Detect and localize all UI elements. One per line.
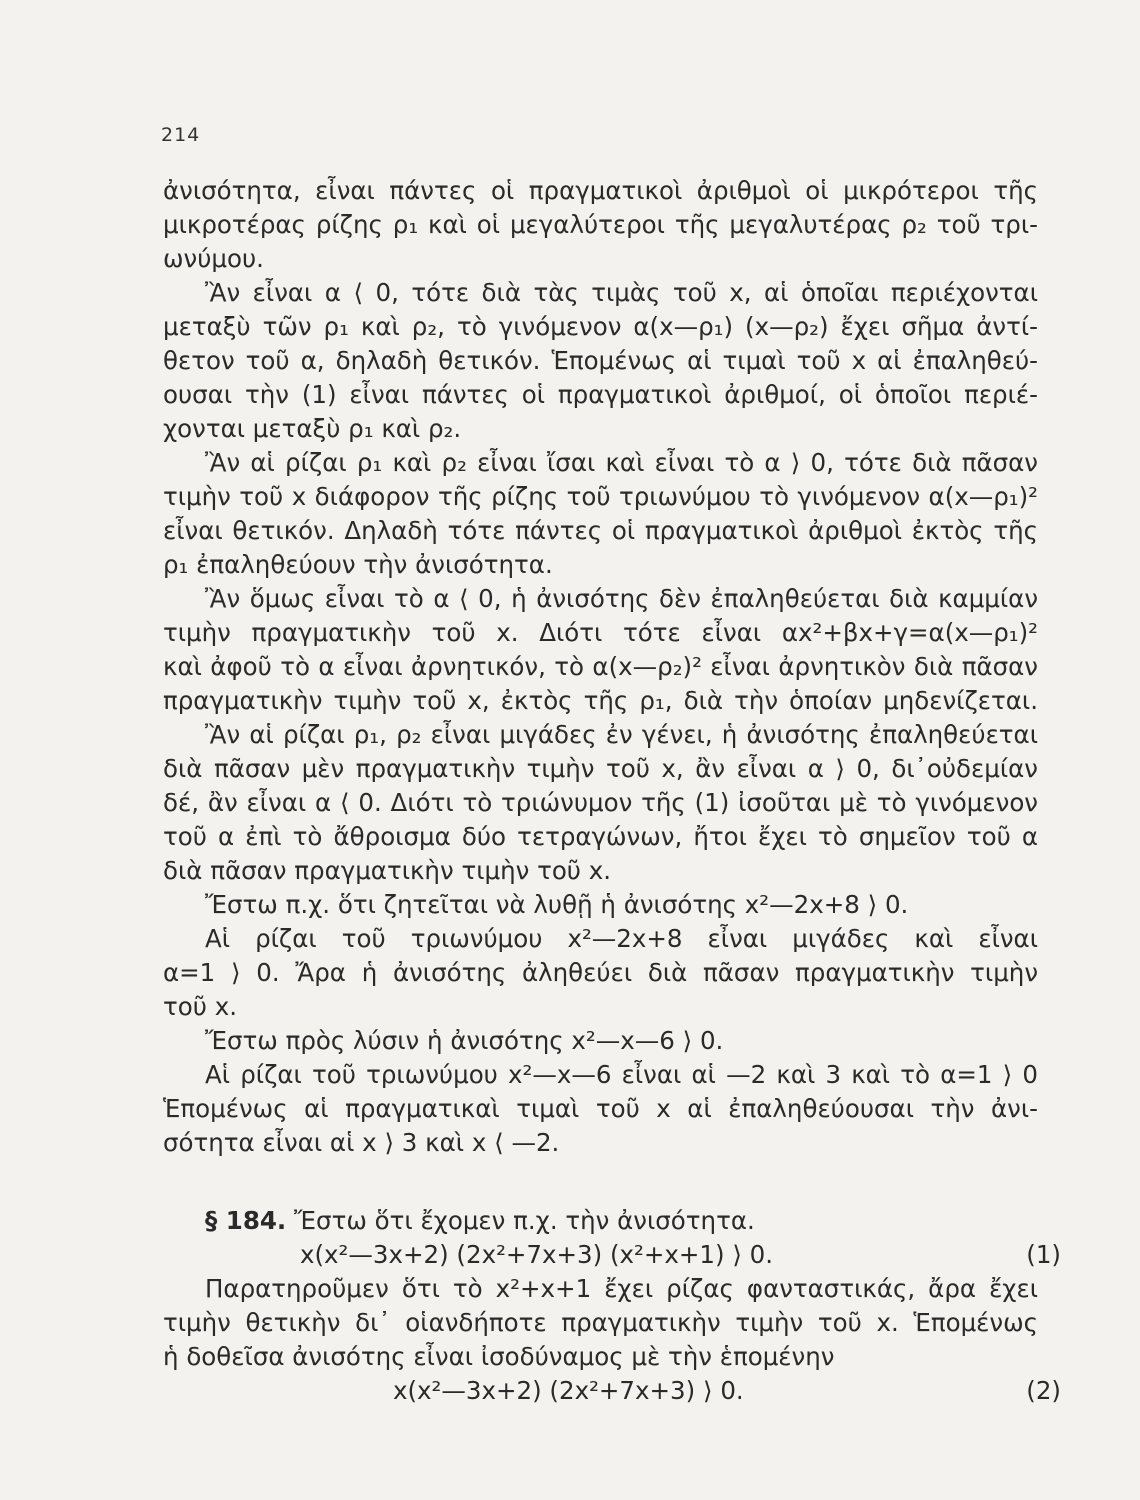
text-line: α=1 ⟩ 0. Ἄρα ἡ ἀνισότης ἀληθεύει διὰ πᾶσαν πραγματικὴν τιμὴν <box>163 958 1038 987</box>
text-line: ουσαι τὴν (1) εἶναι πάντες οἱ πραγματικοὶ ἀριθμοί, οἱ ὁποῖοι περιέ- <box>163 380 1038 409</box>
page-number: 214 <box>161 124 201 146</box>
text-line: τιμὴν θετικὴν δι᾽ οἱανδήποτε πραγματικὴν τιμὴν τοῦ x. Ἑπομένως <box>163 1308 1038 1337</box>
text-line: δέ, ἂν εἶναι α ⟨ 0. Διότι τὸ τριώνυμον τῆς (1) ἰσοῦται μὲ τὸ γινόμενον <box>163 788 1038 817</box>
text-line: σότητα εἶναι αἱ x ⟩ 3 καὶ x ⟨ —2. <box>163 1128 560 1157</box>
section-intro: Ἔστω ὅτι ἔχομεν π.χ. τὴν ἀνισότητα. <box>294 1206 755 1235</box>
text-line: Ἂν αἱ ρίζαι ρ₁, ρ₂ εἶναι μιγάδες ἐν γένει, ἡ ἀνισότης ἐπαληθεύεται <box>205 720 1038 749</box>
text-line: χονται μεταξὺ ρ₁ καὶ ρ₂. <box>163 414 462 443</box>
text-line: Ἂν ὅμως εἶναι τὸ α ⟨ 0, ἡ ἀνισότης δὲν ἐπαληθεύεται διὰ καμμίαν <box>205 584 1038 613</box>
text-line: Ἂν αἱ ρίζαι ρ₁ καὶ ρ₂ εἶναι ἴσαι καὶ εἶναι τὸ α ⟩ 0, τότε διὰ πᾶσαν <box>205 448 1038 477</box>
text-line: τιμὴν τοῦ x διάφορον τῆς ρίζης τοῦ τριωνύμου τὸ γινόμενον α(x—ρ₁)² <box>163 482 1038 511</box>
text-line: ωνύμου. <box>163 244 264 273</box>
section-label: § 184. <box>205 1206 287 1235</box>
text-line: Αἱ ρίζαι τοῦ τριωνύμου x²—2x+8 εἶναι μιγάδες καὶ εἶναι <box>205 924 1038 953</box>
text-line: Ἔστω πρὸς λύσιν ἡ ἀνισότης x²—x—6 ⟩ 0. <box>205 1026 724 1055</box>
text-line: θετον τοῦ α, δηλαδὴ θετικόν. Ἑπομένως αἱ τιμαὶ τοῦ x αἱ ἐπαληθεύ- <box>163 346 1038 375</box>
text-line: διὰ πᾶσαν πραγματικὴν τιμὴν τοῦ x. <box>163 856 612 885</box>
text-line: ἡ δοθεῖσα ἀνισότης εἶναι ἰσοδύναμος μὲ τὴν ἑπομένην <box>163 1342 835 1371</box>
text-line: Παρατηροῦμεν ὅτι τὸ x²+x+1 ἔχει ρίζας φανταστικάς, ἄρα ἔχει <box>205 1274 1038 1303</box>
text-line: τιμὴν πραγματικὴν τοῦ x. Διότι τότε εἶναι αx²+βx+γ=α(x—ρ₁)² <box>163 618 1038 647</box>
text-line: τοῦ x. <box>163 992 237 1021</box>
text-line: Ἑπομένως αἱ πραγματικαὶ τιμαὶ τοῦ x αἱ ἐπαληθεύουσαι τὴν ἀνι- <box>163 1094 1038 1123</box>
section-heading <box>205 1204 755 1238</box>
equation-1 <box>163 1238 1061 1272</box>
equation-1-expression: x(x²—3x+2) (2x²+7x+3) (x²+x+1) ⟩ 0. <box>300 1240 774 1269</box>
text-line: εἶναι θετικόν. Δηλαδὴ τότε πάντες οἱ πραγματικοὶ ἀριθμοὶ ἐκτὸς τῆς <box>163 516 1038 545</box>
equation-1-tag: (1) <box>1026 1240 1061 1269</box>
text-line: Ἔστω π.χ. ὅτι ζητεῖται νὰ λυθῇ ἡ ἀνισότης x²—2x+8 ⟩ 0. <box>205 890 909 919</box>
text-line: μικροτέρας ρίζης ρ₁ καὶ οἱ μεγαλύτεροι τῆς μεγαλυτέρας ρ₂ τοῦ τρι- <box>163 210 1038 239</box>
text-line: διὰ πᾶσαν μὲν πραγματικὴν τιμὴν τοῦ x, ἂν εἶναι α ⟩ 0, δι᾽οὐδεμίαν <box>163 754 1038 783</box>
equation-2-expression: x(x²—3x+2) (2x²+7x+3) ⟩ 0. <box>393 1376 744 1405</box>
text-line: ρ₁ ἐπαληθεύουν τὴν ἀνισότητα. <box>163 550 553 579</box>
text-line: τοῦ α ἐπὶ τὸ ἄθροισμα δύο τετραγώνων, ἤτοι ἔχει τὸ σημεῖον τοῦ α <box>163 822 1038 851</box>
text-line: πραγματικὴν τιμὴν τοῦ x, ἐκτὸς τῆς ρ₁, διὰ τὴν ὁποίαν μηδενίζεται. <box>163 686 1038 715</box>
equation-2-tag: (2) <box>1026 1376 1061 1405</box>
text-line: καὶ ἀφοῦ τὸ α εἶναι ἀρνητικόν, τὸ α(x—ρ₂)² εἶναι ἀρνητικὸν διὰ πᾶσαν <box>163 652 1038 681</box>
text-line: ἀνισότητα, εἶναι πάντες οἱ πραγματικοὶ ἀριθμοὶ οἱ μικρότεροι τῆς <box>163 176 1038 205</box>
text-line: Αἱ ρίζαι τοῦ τριωνύμου x²—x—6 εἶναι αἱ —2 καὶ 3 καὶ τὸ α=1 ⟩ 0 <box>205 1060 1038 1089</box>
equation-2 <box>163 1374 1061 1408</box>
text-line: μεταξὺ τῶν ρ₁ καὶ ρ₂, τὸ γινόμενον α(x—ρ₁) (x—ρ₂) ἔχει σῆμα ἀντί- <box>163 312 1038 341</box>
text-line: Ἂν εἶναι α ⟨ 0, τότε διὰ τὰς τιμὰς τοῦ x, αἱ ὁποῖαι περιέχονται <box>205 278 1038 307</box>
